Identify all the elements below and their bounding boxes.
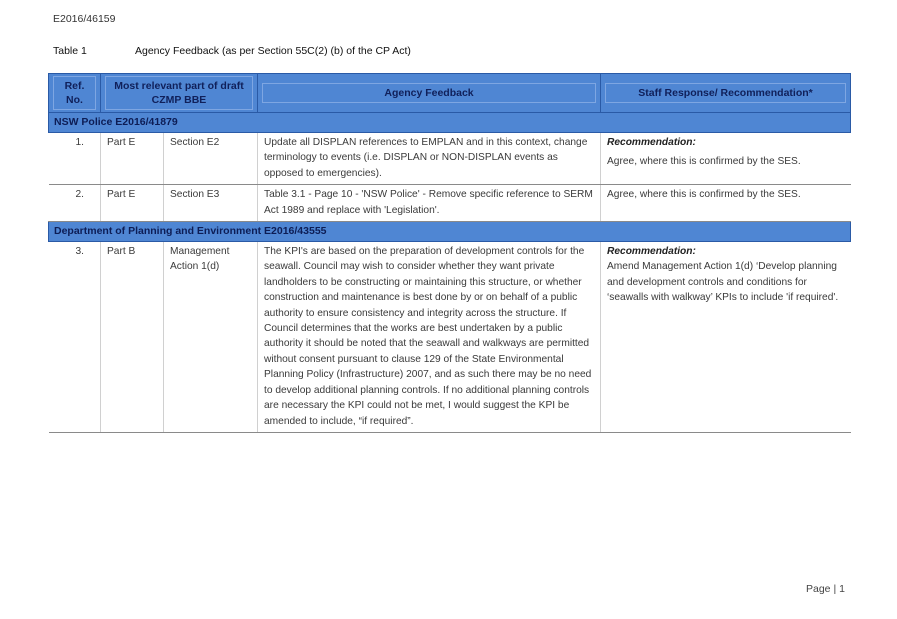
row-feedback: Table 3.1 - Page 10 - 'NSW Police' - Remove specific reference to SERM Act 1989 and replace with 'Legislation'. [258,185,601,222]
header-feedback: Agency Feedback [258,74,601,113]
table-caption [53,45,411,57]
row-response: Agree, where this is confirmed by the SES. [601,185,851,222]
agency-feedback-table [48,73,851,433]
row-section: Section E3 [164,185,258,222]
table-row [49,133,851,185]
response-text: Agree, where this is confirmed by the SES. [607,156,801,168]
section-title: Department of Planning and Environment E2016/43555 [49,222,851,242]
row-part: Part E [101,133,164,185]
row-feedback: Update all DISPLAN references to EMPLAN and in this context, change terminology to events (i.e. DISPLAN or NON-DISPLAN events as opposed to emergencies). [258,133,601,185]
header-part: Most relevant part of draft CZMP BBE [101,74,258,113]
section-row [49,113,851,133]
row-response [601,242,851,433]
recommendation-label: Recommendation: [607,246,696,258]
row-part: Part E [101,185,164,222]
table-row [49,242,851,433]
document-id: E2016/46159 [53,13,116,25]
page-number: Page | 1 [806,583,845,595]
header-response: Staff Response/ Recommendation* [601,74,851,113]
row-section: Section E2 [164,133,258,185]
response-text: Amend Management Action 1(d) ‘Develop planning and development controls and conditions for ‘seawalls with walkway’ KPIs to include 'if required'. [607,261,839,304]
recommendation-label: Recommendation: [607,137,696,148]
row-section: Management Action 1(d) [164,242,258,433]
section-row [49,222,851,242]
row-response [601,133,851,185]
row-feedback: The KPI's are based on the preparation of development controls for the seawall. Council may wish to consider whether they want private landholders to be constructing or maintaining this structure, or whether construction and maintenance is best done by or on behalf of a public authority to ensure consistency and integrity across the structure. If Council determines that the works are best undertaken by a public authority it should be noted that the seawall and walkways are permitted without consent pursuant to clause 129 of the State Environmental Planning Policy (Infrastructure) 2007, and as such there may be no need to develop additional planning controls. If no additional planning controls are necessary the KPI could not be met, I would suggest the KPI be amended to include, “if required”. [258,242,601,433]
header-row [49,74,851,113]
row-ref: 2. [49,185,101,222]
row-ref: 1. [49,133,101,185]
row-part: Part B [101,242,164,433]
table-row [49,185,851,222]
row-ref: 3. [49,242,101,433]
header-ref: Ref. No. [49,74,101,113]
table-number: Table 1 [53,45,87,57]
section-title: NSW Police E2016/41879 [49,113,851,133]
table-caption-text: Agency Feedback (as per Section 55C(2) (b) of the CP Act) [135,45,411,57]
